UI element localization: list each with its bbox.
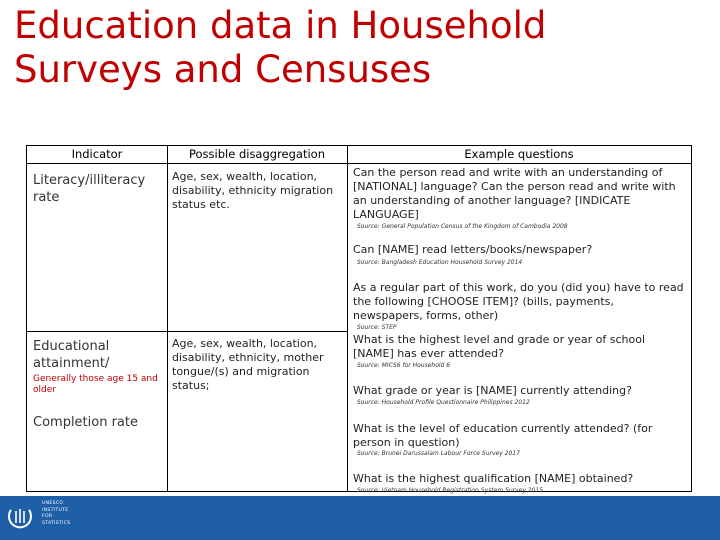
header-questions: Example questions — [464, 147, 574, 161]
title-line-2: Surveys and Censuses — [14, 48, 432, 91]
question-literacy-3: As a regular part of this work, do you (did you) have to read the following [CHOOSE ITEM]? (bills, payments, newspapers, forms, other) — [353, 281, 684, 322]
logo-line: UNESCO — [42, 501, 64, 506]
column-divider — [347, 146, 348, 491]
indicator-attainment-note: Generally those age 15 and older — [33, 374, 158, 395]
logo-line: STATISTICS — [42, 520, 71, 526]
source-literacy-2: Source: Bangladesh Education Household Survey 2014 — [357, 259, 523, 266]
source-attainment-1: Source: MICS6 for Household 6 — [357, 362, 451, 369]
header-disaggregation: Possible disaggregation — [188, 147, 326, 161]
page-title — [14, 4, 704, 92]
question-attainment-1: What is the highest level and grade or year of school [NAME] has ever attended? — [353, 333, 646, 360]
source-literacy-1: Source: General Population Census of the Kingdom of Cambodia 2008 — [357, 223, 568, 230]
question-literacy-2: Can [NAME] read letters/books/newspaper? — [353, 243, 593, 256]
indicator-completion: Completion rate — [33, 415, 138, 430]
table-header — [27, 146, 691, 164]
education-data-table — [26, 145, 692, 492]
disaggregation-attainment: Age, sex, wealth, location, disability, ethnicity, mother tongue/(s) and migration status; — [172, 337, 324, 392]
logo-line: INSTITUTE — [42, 507, 69, 513]
question-completion-2: What is the highest qualification [NAME] obtained? — [353, 472, 634, 485]
uis-logo-text — [42, 501, 102, 527]
indicator-attainment-label: Educational attainment/ — [33, 339, 110, 371]
disaggregation-literacy: Age, sex, wealth, location, disability, ethnicity migration status etc. — [172, 170, 334, 211]
question-completion-1: What is the level of education currently attended? (for person in question) — [353, 422, 653, 449]
source-attainment-2: Source: Household Profile Questionnaire Philippines 2012 — [357, 399, 530, 406]
indicator-literacy: Literacy/illiteracy rate — [33, 173, 146, 205]
footer-bar — [0, 496, 720, 540]
question-literacy-1: Can the person read and write with an understanding of [NATIONAL] language? Can the person read and write with an understanding of another language? [INDICATE LANGUAGE] — [353, 166, 676, 221]
row-divider — [27, 331, 347, 332]
column-divider — [167, 146, 168, 491]
question-attainment-2: What grade or year is [NAME] currently attending? — [353, 384, 632, 397]
indicator-attainment — [33, 338, 159, 396]
source-completion-1: Source: Brunei Darussalam Labour Force Survey 2017 — [357, 450, 520, 457]
source-completion-2: Source: Vietnam Household Registration System Survey 2015 — [357, 487, 544, 494]
logo-line: FOR — [42, 514, 53, 519]
header-indicator: Indicator — [71, 147, 123, 161]
uis-logo-icon — [5, 502, 35, 532]
source-literacy-3: Source: STEP — [357, 324, 397, 331]
title-line-1: Education data in Household — [14, 4, 547, 47]
